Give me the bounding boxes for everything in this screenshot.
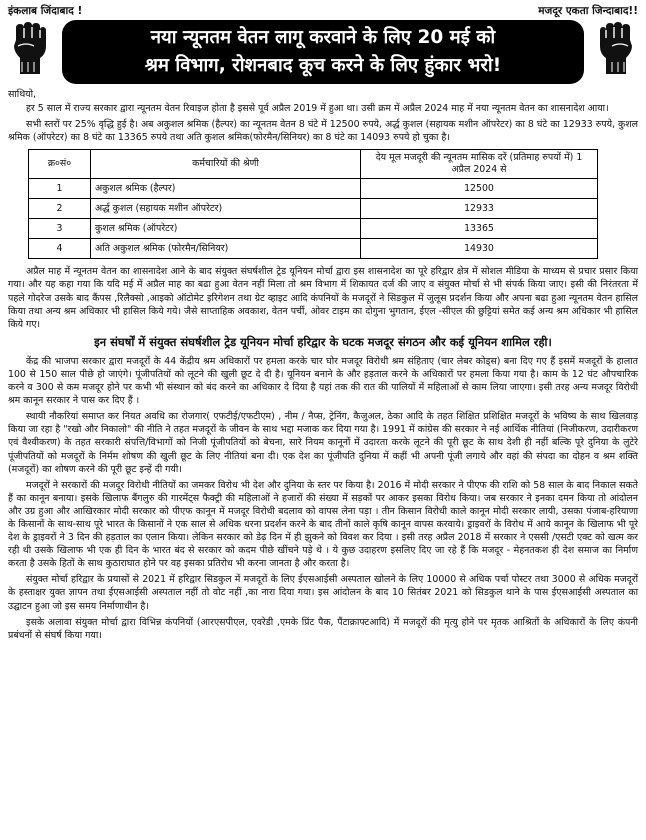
cell-serial: 3	[29, 219, 91, 239]
paragraph: स्थायी नौकरियां समाप्त कर नियत अवधि का रोजगार( एफटीई/एफटीएम) , नीम / नैप्स, ट्रेनिंग, कैजुअल, ठेका आदि के तहत शिक्षित प्रशिक्षित मजदूरों के भविष्य के साथ खिलवाड़ किया जा रहा है "रखो और निकालो" की नीति ने तहत मजदूरों के जीवन के साथ भद्दा मजाक कर दिया गया है। 1991 में कांग्रेस की सरकार ने नई आर्थिक नीतियां (निजीकरण, उदारीकरण एवं वैश्वीकरण) के तहत सरकारी संपत्ति/विभागों को निजी पूंजीपतियों को बेचना, सारे नियम कानूनों में उदारता करके लूटने की पूरी छूट के साथ देशी ही नहीं बल्कि पूरे दुनिया के लुटेरे पूंजीपतियों को मजदूरों के निर्मम शोषण की खुली छूट के लिए नीतियां बना दी। एक देश का पूंजीपति दुनिया में कहीं भी अपनी पूंजी लगाये और वहां की संपदा का दोहन व श्रम शक्ति (मजदूरों) का शोषण करने की पूरी छूट इन्हें दी गयी।	[8, 411, 638, 475]
paragraph: सभी स्तरों पर 25% वृद्धि हुई है। अब अकुशल श्रमिक (हैल्पर) का न्यूनतम वेतन 8 घंटे में 12500 रुपये, अर्द्ध कुशल (सहायक मशीन ऑपरेटर) का 8 घंटे का 12933 रुपये, कुशल श्रमिक (ऑपरेटर) का 8 घंटे का 13365 रुपये तथा अति कुशल श्रमिक(फोरमैन/सिनियर) का 8 घंटे का 14093 रुपये हो चुका है।	[8, 119, 638, 144]
cell-category: अकुशल श्रमिक (हैल्पर)	[91, 179, 361, 199]
column-header-category: कर्मचारियों की श्रेणी	[91, 150, 361, 179]
table-row	[29, 179, 598, 199]
left-slogan: इंकलाब जिंदाबाद !	[8, 5, 83, 17]
paragraph: इसके अलावा संयुक्त मोर्चा द्वारा विभिन्न कंपनियों (आरएसपीएल, एवरेडी ,एमके प्रिंट पैक, पैंटाक्राफ्टआदि) में मजदूरों की मृत्यु होने पर मृतक आश्रितों के अधिकारों के लिए कंपनी प्रबंधनों से संघर्ष किया गया।	[8, 616, 638, 641]
table-row	[29, 199, 598, 219]
paragraph: केंद्र की भाजपा सरकार द्वारा मजदूरों के 44 केंद्रीय श्रम अधिकारों पर हमला करके चार घोर मजदूर विरोधी श्रम संहिताए (चार लेबर कोड्स) बना दिए गए हैं इसमें मजदूरों के हालात 100 से 150 साल पीछे हो जाएंगे। पूंजीपतियों को लूटने की खुली छूट दे दी है। यूनियन बनाने के और हड़ताल करने के अधिकारों पर हमला किया गया है। काम के 12 घंट औपचारिक करने व 300 से कम मजदूर होने पर कभी भी संस्थान को बंद करने का अधिकार दे दिया है यहां तक की रात की पालियों में महिलाओं से काम लिया जाएगा। इसी तरह अन्य मजदूर विरोधी श्रम कानून सरकार ने पास कर दिए हैं ।	[8, 355, 638, 407]
salutation: साथियो,	[8, 89, 37, 100]
cell-category: अर्द्ध कुशल (सहायक मशीन ऑपरेटर)	[91, 199, 361, 219]
table-header-row	[29, 150, 598, 179]
paragraph: संयुक्त मोर्चा हरिद्वार के प्रयासों से 2021 में हरिद्वार सिडकुल में मजदूरों के लिए ईएसआईसी अस्पताल खोलने के लिए 10000 से अधिक पर्चा पोस्टर तथा 3000 से अधिक मजदूरों के हस्ताक्षर युक्त ज्ञापन तथा ईएसआईसी अस्पताल नहीं तो वोट नहीं ,का नारा दिया गया। इस आंदोलन के बाद 10 सितंबर 2021 को सिडकुल थाने के पास ईएसआईसी अस्पताल का उद्घाटन हुआ जो इस समय निर्माणाधीन है।	[8, 574, 638, 612]
column-header-serial: क्र०सं०	[29, 150, 91, 179]
cell-wage: 12933	[361, 199, 598, 219]
raised-fist-icon	[594, 18, 640, 76]
headline-banner	[62, 20, 584, 84]
cell-category: कुशल श्रमिक (ऑपरेटर)	[91, 219, 361, 239]
cell-wage: 13365	[361, 219, 598, 239]
column-header-wage: देय मूल मजदूरी की न्यूनतम मासिक दरें (प्रतिमाह रुपयों में) 1 अप्रैल 2024 से	[361, 150, 598, 179]
section-subheading: इन संघर्षों में संयुक्त संघर्षशील ट्रेड यूनियन मोर्चा हरिद्वार के घटक मजदूर संगठन और कई यूनियन शामिल रही।	[94, 334, 552, 349]
raised-fist-icon	[6, 18, 52, 76]
table-row	[29, 239, 598, 259]
cell-category: अति अकुशल श्रमिक (फोरमैन/सिनियर)	[91, 239, 361, 259]
paragraph: हर 5 साल में राज्य सरकार द्वारा न्यूनतम वेतन रिवाइज होता है इससे पूर्व अप्रैल 2019 में हुआ था। उसी क्रम में अप्रैल 2024 माह में नया न्यूनतम वेतन का शासनादेश आया।	[26, 103, 609, 115]
cell-serial: 4	[29, 239, 91, 259]
cell-serial: 1	[29, 179, 91, 199]
minimum-wage-table	[28, 149, 598, 259]
right-slogan: मजदूर एकता जिन्दाबाद!!	[538, 5, 638, 17]
table-row	[29, 219, 598, 239]
cell-serial: 2	[29, 199, 91, 219]
headline-line-2: श्रम विभाग, रोशनबाद कूच करने के लिए हुंकार भरो!	[144, 55, 502, 76]
paragraph: अप्रैल माह में न्यूनतम वेतन का शासनादेश आने के बाद संयुक्त संघर्षशील ट्रेड यूनियन मोर्चा द्वारा इस शासनादेश का पूरे हरिद्वार क्षेत्र में सोशल मीडिया के माध्यम से प्रचार प्रसार किया गया। और यह कहा गया कि यदि मई में अप्रैल माह का बढा हुआ वेतन नहीं मिला तो श्रम विभाग में शिकायत दर्ज की जाए व संयुक्त मोर्चा से भी संपर्क किया जाए। इसी की निरंतरता में पहले गोदरेज उसके बाद कैंपस ,रिलैक्सो ,आइको ऑटोमेट इरिगेशन तथा ग्रेट व्हाइट आदि कंपनियों के मजदूरों ने सिडकुल में जुलूस प्रदर्शन किया और अपना बढा हुआ न्यूनतम वेतन हासिल किया तथा अन्य श्रम अधिकार भी हासिल किये गये। जैसे साप्ताहिक अवकाश, वेतन पर्ची, ओवर टाइम का दोगुना भुगतान, ईएल -सीएल की छुट्टियां समेत कई अन्य श्रम अधिकार भी हासिल किये गए।	[8, 266, 638, 330]
cell-wage: 12500	[361, 179, 598, 199]
leaflet-body	[8, 88, 638, 645]
paragraph: मजदूरों ने सरकारों की मजदूर विरोधी नीतियों का जमकर विरोध भी देश और दुनिया के स्तर पर किया है। 2016 में मोदी सरकार ने पीएफ की राशि को 58 साल के बाद निकाल सकते हैं का कानून बनाया। इसके खिलाफ बैंगलुरु की गारमेंट्स फैक्ट्री की महिलाओं ने हजारों की संख्या में सड़कों पर आकर इसका विरोध किया। जब सरकार ने इनका दमन किया तो आंदोलन और उग्र हुआ और आखिरकार मोदी सरकार को पीएफ कानून में मजदूर विरोधी बदलाव को वापस लेना पड़ा । तीन किसान विरोधी काले कानून मोदी सरकार लायी, उसका पंजाब-हरियाणा के किसानों के साथ-साथ पूरे भारत के किसानों ने एक साल से अधिक धरना प्रदर्शन करने के बाद तीनों काले कृषि कानून वापस करवाये। ड्राइवरों के विरोध में आये कानून के खिलाफ भी पूरे देश के ड्राइवरों ने 3 दिन की हड़ताल का एलान किया। लेकिन सरकार को डेढ़ दिन में ही झुकने को विवश कर दिया । इसी तरह अप्रैल 2018 में सरकार ने एससी /एसटी एक्ट को खत्म कर रही थी उसके खिलाफ भी एक ही दिन के भारत बंद से सरकार को कदम पीछे खींचने पड़े थे । ये कुछ उदाहरण इसलिए दिए जा रहे हैं कि मजदूर - मेहनतकश ही देश समाज का निर्माण करता है उसके हितों के साथ कुठाराघात होने पर वह इसका प्रतिरोध भी करना जानता है और करता है।	[8, 479, 638, 570]
headline-line-1: नया न्यूनतम वेतन लागू करवाने के लिए 20 मई को	[150, 27, 496, 48]
cell-wage: 14930	[361, 239, 598, 259]
